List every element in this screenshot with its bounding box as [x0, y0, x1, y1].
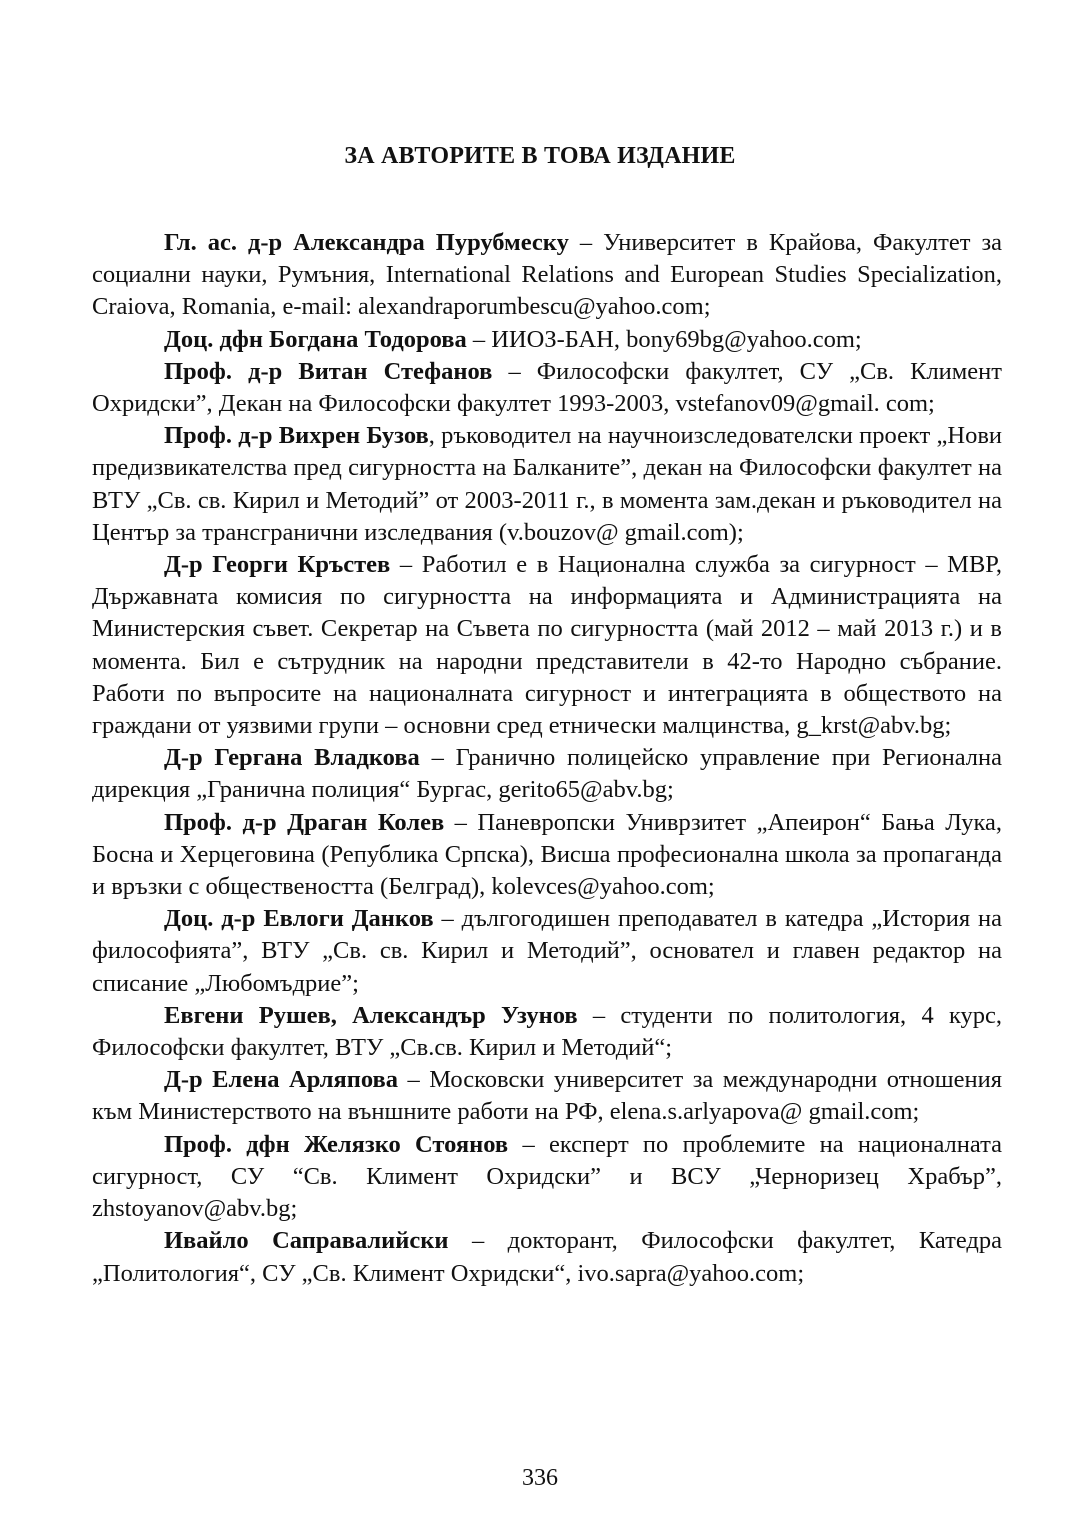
page-number: 336	[522, 1465, 558, 1491]
author-entry	[92, 1000, 1002, 1064]
author-details: – Гранично полицейско управление при Регионална дирекция „Гранична полиция“ Бургас, gerito65@abv.bg;	[92, 744, 1002, 804]
author-entry	[92, 324, 1002, 356]
author-name: Проф. д-р Драган Колев	[164, 808, 445, 836]
author-entry	[92, 807, 1002, 904]
author-details: – дългогодишен преподавател в катедра „История на философията”, ВТУ „Св. св. Кирил и Методий”, основател и главен редактор на списание „Любомъдрие”;	[92, 905, 1002, 997]
author-details: – Работил е в Национална служба за сигурност – МВР, Държавната комисия по сигурността на информацията и Администрацията на Министерския съвет. Секретар на Съвета по сигурността (май 2012 – май 2013 г.) и в момента. Бил е сътрудник на народни представители в 42-то Народно събрание. Работи по въпросите на националната сигурност и интеграцията в обществото на граждани от уязвими групи – основни сред етнически малцинства, g_krst@abv.bg;	[92, 551, 1002, 740]
author-entry	[92, 356, 1002, 420]
author-name: Проф. д-р Витан Стефанов	[164, 357, 493, 385]
author-entry	[92, 1129, 1002, 1226]
author-name: Д-р Елена Арляпова	[164, 1066, 398, 1094]
author-entry	[92, 903, 1002, 1000]
author-name: Д-р Георги Кръстев	[164, 551, 391, 579]
author-name: Доц. дфн Богдана Тодорова	[164, 325, 467, 353]
author-details: – експерт по проблемите на националната сигурност, СУ “Св. Климент Охридски” и ВСУ „Черноризец Храбър”, zhstoyanov@abv.bg;	[92, 1130, 1002, 1223]
author-name: Евгени Рушев, Александър Узунов	[164, 1001, 578, 1029]
author-details: – Философски факултет, СУ „Св. Климент Охридски”, Декан на Философски факултет 1993-2003, vstefanov09@gmail. com;	[92, 357, 1002, 418]
author-entry	[92, 1064, 1002, 1128]
author-entry	[92, 227, 1002, 324]
author-name: Гл. ас. д-р Александра Пурубмеску	[164, 229, 569, 256]
author-details: – Паневропски Униврзитет „Апеирон“ Бања Лука, Босна и Херцеговина (Република Српска), Висша професионална школа за пропаганда и връзки с обществеността (Белград), kolevces@yahoo.com;	[92, 808, 1002, 901]
author-name: Проф. д-р Вихрен Бузов	[164, 422, 429, 450]
author-list	[92, 227, 1002, 1290]
author-entry	[92, 742, 1002, 806]
page-title: ЗА АВТОРИТЕ В ТОВА ИЗДАНИЕ	[344, 143, 736, 170]
author-details: – Московски университет за международни отношения към Министерството на външните работи на РФ, elena.s.arlyapova@ gmail.com;	[92, 1066, 1002, 1126]
author-details: – студенти по политология, 4 курс, Философски факултет, ВТУ „Св.св. Кирил и Методий“;	[92, 1001, 1003, 1062]
author-entry	[92, 1225, 1002, 1289]
author-name: Ивайло Саправалийски	[164, 1227, 449, 1255]
author-details: – докторант, Философски факултет, Катедра „Политология“, СУ „Св. Климент Охридски“, ivo.sapra@yahoo.com;	[92, 1227, 1002, 1287]
author-name: Д-р Гергана Владкова	[164, 744, 420, 772]
author-details: – Университет в Крайова, Факултет за социални науки, Румъния, International Relations and European Studies Specialization, Craiova, Romania, e-mail: alexandraporumbescu@yahoo.com;	[92, 229, 1002, 321]
author-entry	[92, 420, 1002, 549]
author-entry	[92, 549, 1002, 742]
author-name: Проф. дфн Желязко Стоянов	[164, 1130, 509, 1158]
author-details: – ИИОЗ-БАН, bony69bg@yahoo.com;	[466, 325, 862, 353]
author-name: Доц. д-р Евлоги Данков	[164, 905, 434, 933]
author-details: , ръководител на научноизследователски проект „Нови предизвикателства пред сигурността на Балканите”, декан на Философски факултет на ВТУ „Св. св. Кирил и Методий” от 2003-2011 г., в момента зам.декан и ръководител на Център за трансгранични изследвания (v.bouzov@ gmail.com);	[92, 422, 1002, 546]
